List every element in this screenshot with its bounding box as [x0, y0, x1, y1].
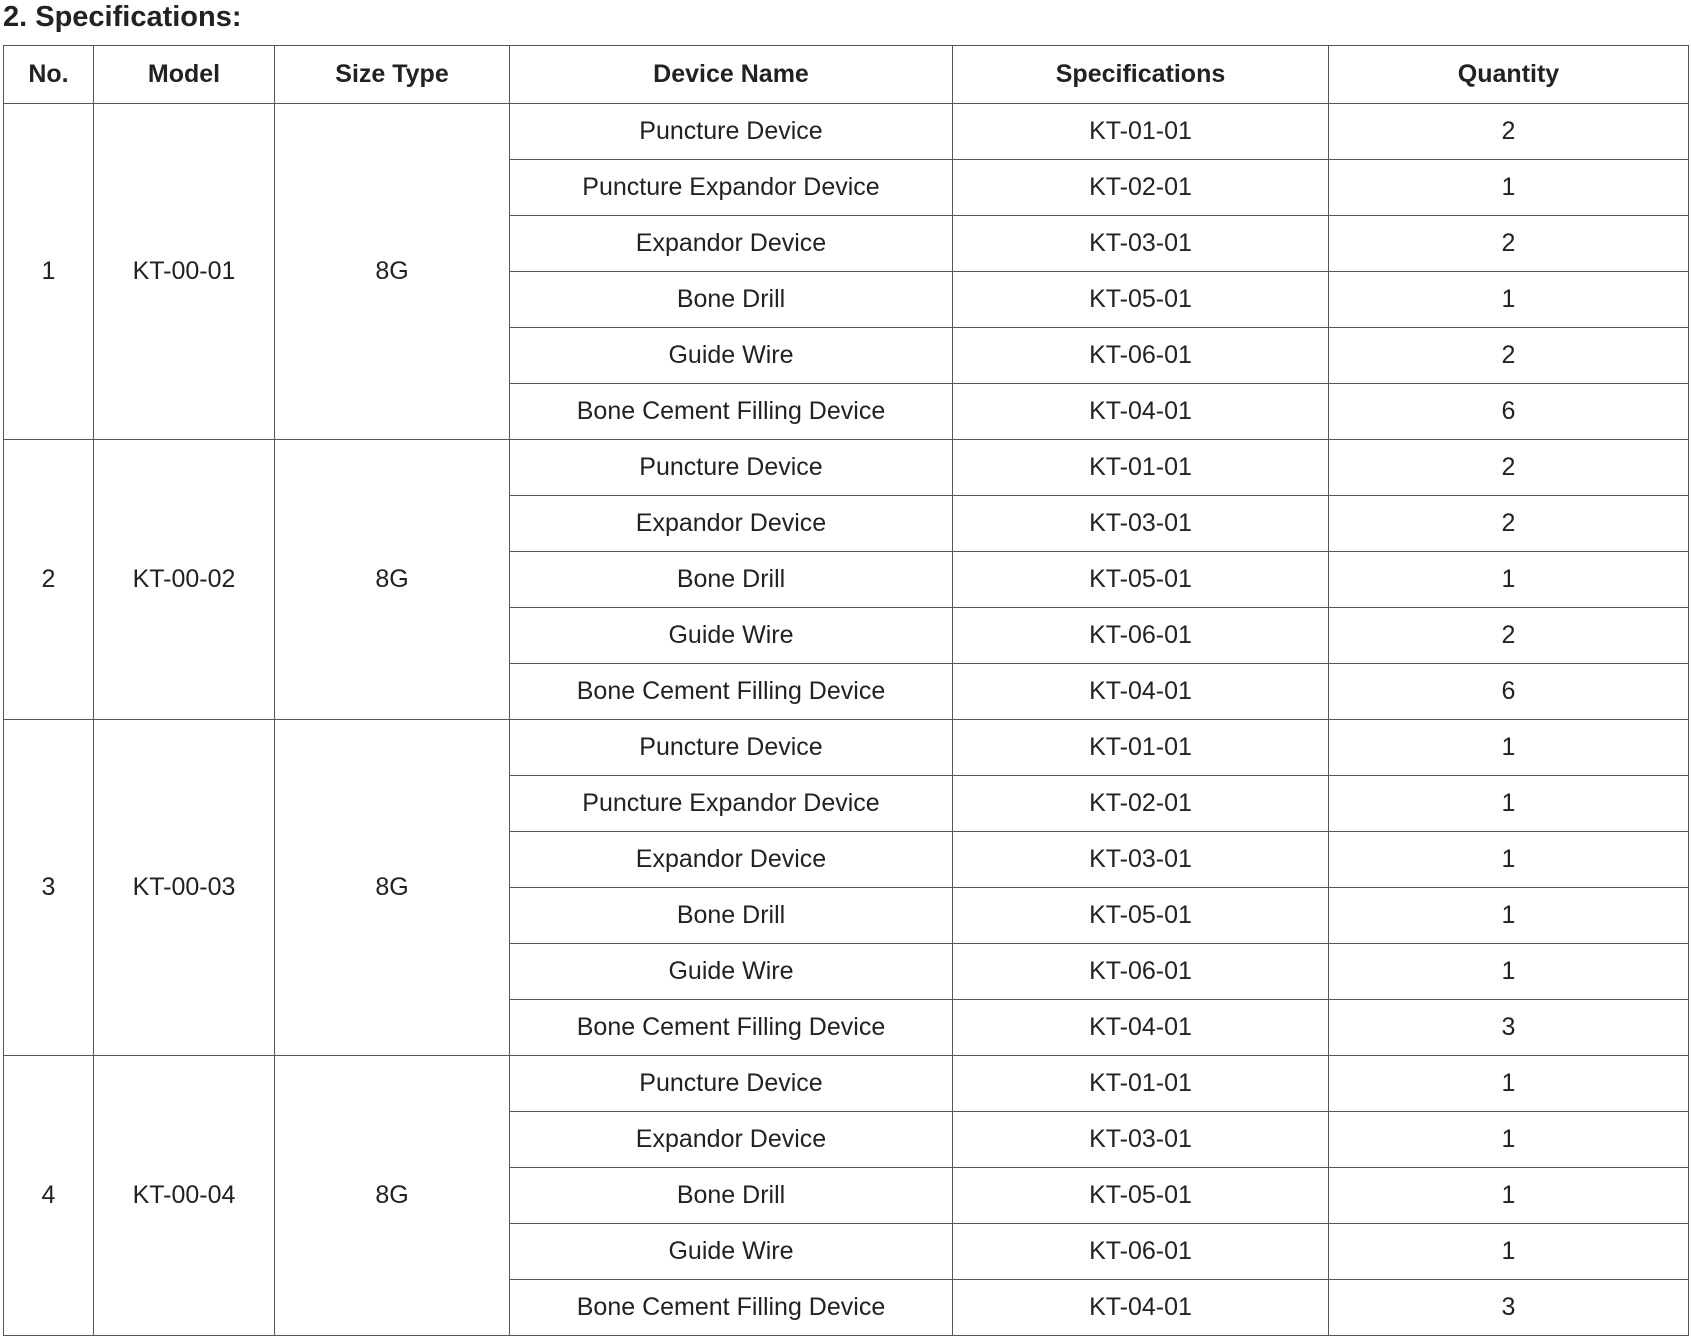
header-device-name: Device Name	[510, 46, 953, 104]
cell-quantity: 6	[1329, 384, 1689, 440]
cell-specification: KT-02-01	[953, 160, 1329, 216]
cell-specification: KT-05-01	[953, 552, 1329, 608]
cell-quantity: 3	[1329, 1000, 1689, 1056]
header-no: No.	[4, 46, 94, 104]
header-size-type: Size Type	[275, 46, 510, 104]
cell-no: 3	[4, 720, 94, 1056]
cell-size-type: 8G	[275, 104, 510, 440]
cell-quantity: 1	[1329, 272, 1689, 328]
cell-device-name: Bone Drill	[510, 888, 953, 944]
cell-device-name: Puncture Device	[510, 720, 953, 776]
cell-device-name: Bone Cement Filling Device	[510, 1000, 953, 1056]
cell-specification: KT-05-01	[953, 888, 1329, 944]
header-specifications: Specifications	[953, 46, 1329, 104]
cell-device-name: Bone Cement Filling Device	[510, 1280, 953, 1336]
cell-specification: KT-01-01	[953, 720, 1329, 776]
cell-specification: KT-05-01	[953, 272, 1329, 328]
cell-specification: KT-06-01	[953, 1224, 1329, 1280]
table-row	[4, 104, 1689, 160]
cell-size-type: 8G	[275, 440, 510, 720]
cell-device-name: Puncture Expandor Device	[510, 776, 953, 832]
cell-specification: KT-01-01	[953, 440, 1329, 496]
table-row	[4, 1056, 1689, 1112]
header-model: Model	[94, 46, 275, 104]
cell-specification: KT-03-01	[953, 216, 1329, 272]
cell-device-name: Guide Wire	[510, 944, 953, 1000]
table-header-row	[4, 46, 1689, 104]
cell-quantity: 6	[1329, 664, 1689, 720]
cell-device-name: Expandor Device	[510, 496, 953, 552]
cell-size-type: 8G	[275, 1056, 510, 1336]
table-row	[4, 720, 1689, 776]
cell-specification: KT-04-01	[953, 1000, 1329, 1056]
cell-specification: KT-03-01	[953, 1112, 1329, 1168]
cell-specification: KT-03-01	[953, 496, 1329, 552]
cell-quantity: 1	[1329, 888, 1689, 944]
cell-quantity: 2	[1329, 104, 1689, 160]
cell-device-name: Bone Drill	[510, 1168, 953, 1224]
cell-size-type: 8G	[275, 720, 510, 1056]
cell-specification: KT-05-01	[953, 1168, 1329, 1224]
cell-quantity: 2	[1329, 608, 1689, 664]
cell-specification: KT-06-01	[953, 328, 1329, 384]
cell-device-name: Guide Wire	[510, 328, 953, 384]
cell-device-name: Bone Drill	[510, 552, 953, 608]
cell-model: KT-00-02	[94, 440, 275, 720]
cell-quantity: 1	[1329, 1224, 1689, 1280]
cell-quantity: 1	[1329, 944, 1689, 1000]
cell-quantity: 2	[1329, 328, 1689, 384]
cell-specification: KT-06-01	[953, 608, 1329, 664]
cell-specification: KT-02-01	[953, 776, 1329, 832]
cell-device-name: Bone Drill	[510, 272, 953, 328]
cell-model: KT-00-04	[94, 1056, 275, 1336]
cell-device-name: Bone Cement Filling Device	[510, 664, 953, 720]
cell-device-name: Guide Wire	[510, 1224, 953, 1280]
cell-quantity: 1	[1329, 160, 1689, 216]
cell-quantity: 1	[1329, 1112, 1689, 1168]
cell-specification: KT-01-01	[953, 1056, 1329, 1112]
cell-no: 1	[4, 104, 94, 440]
cell-quantity: 1	[1329, 832, 1689, 888]
cell-specification: KT-04-01	[953, 664, 1329, 720]
cell-specification: KT-06-01	[953, 944, 1329, 1000]
cell-model: KT-00-03	[94, 720, 275, 1056]
cell-device-name: Puncture Device	[510, 1056, 953, 1112]
cell-quantity: 2	[1329, 496, 1689, 552]
cell-quantity: 1	[1329, 1056, 1689, 1112]
cell-device-name: Expandor Device	[510, 832, 953, 888]
cell-specification: KT-04-01	[953, 1280, 1329, 1336]
table-row	[4, 440, 1689, 496]
header-quantity: Quantity	[1329, 46, 1689, 104]
cell-quantity: 1	[1329, 552, 1689, 608]
cell-specification: KT-01-01	[953, 104, 1329, 160]
cell-model: KT-00-01	[94, 104, 275, 440]
cell-device-name: Expandor Device	[510, 216, 953, 272]
cell-device-name: Puncture Expandor Device	[510, 160, 953, 216]
cell-quantity: 1	[1329, 1168, 1689, 1224]
cell-quantity: 3	[1329, 1280, 1689, 1336]
cell-specification: KT-04-01	[953, 384, 1329, 440]
cell-device-name: Puncture Device	[510, 104, 953, 160]
cell-quantity: 2	[1329, 216, 1689, 272]
cell-quantity: 2	[1329, 440, 1689, 496]
table-body	[4, 104, 1689, 1336]
cell-quantity: 1	[1329, 720, 1689, 776]
cell-no: 2	[4, 440, 94, 720]
section-title: 2. Specifications:	[3, 1, 242, 33]
cell-device-name: Puncture Device	[510, 440, 953, 496]
cell-device-name: Expandor Device	[510, 1112, 953, 1168]
specifications-table	[3, 45, 1689, 1336]
cell-specification: KT-03-01	[953, 832, 1329, 888]
cell-device-name: Bone Cement Filling Device	[510, 384, 953, 440]
cell-quantity: 1	[1329, 776, 1689, 832]
cell-device-name: Guide Wire	[510, 608, 953, 664]
cell-no: 4	[4, 1056, 94, 1336]
